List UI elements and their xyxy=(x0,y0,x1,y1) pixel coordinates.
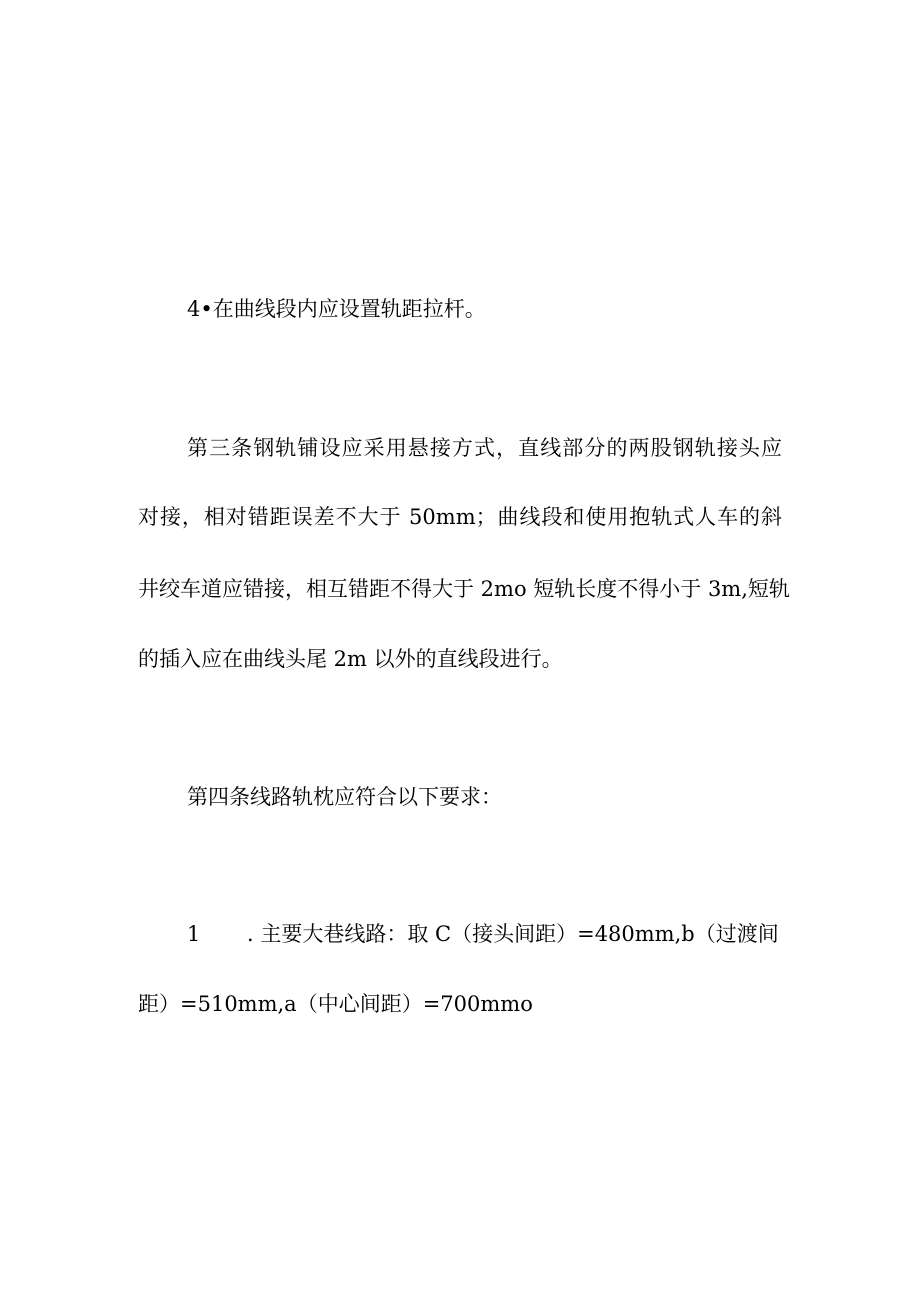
article-3-line-1: 第三条钢轨铺设应采用悬接方式，直线部分的两股钢轨接头应 xyxy=(187,436,782,460)
item-1-number: 1 xyxy=(187,922,201,946)
item-4-text: 4•在曲线段内应设置轨距拉杆。 xyxy=(187,297,486,321)
item-1-line-1: . 主要大巷线路：取 C（接头间距）=480mm,b（过渡间 xyxy=(247,922,779,946)
item-1-line-2: 距）=510mm,a（中心间距）=700mmo xyxy=(138,992,533,1016)
article-3-line-2: 对接，相对错距误差不大于 50mm；曲线段和使用抱轨式人车的斜 xyxy=(138,505,782,529)
article-4-heading: 第四条线路轨枕应符合以下要求： xyxy=(187,785,502,809)
article-3-line-4: 的插入应在曲线头尾 2m 以外的直线段进行。 xyxy=(138,647,563,671)
item-1-line-1-row xyxy=(187,920,782,948)
article-3-line-3: 井绞车道应错接，相互错距不得大于 2mo 短轨长度不得小于 3m,短轨 xyxy=(138,577,790,601)
